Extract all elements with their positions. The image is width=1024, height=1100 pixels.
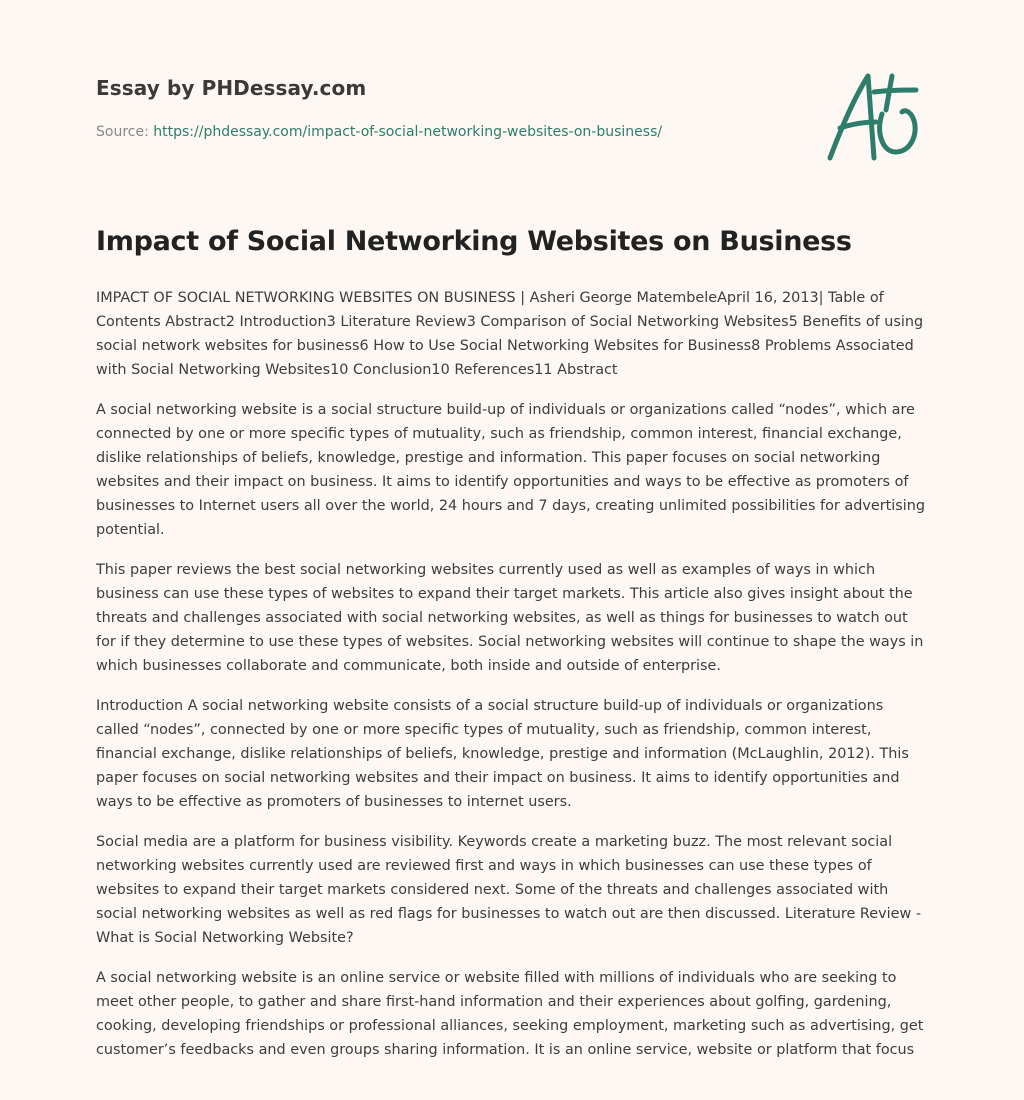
essay-body: [96, 286, 928, 1078]
source-link[interactable]: https://phdessay.com/impact-of-social-networking-websites-on-business/: [153, 124, 663, 140]
essay-title: Impact of Social Networking Websites on Business: [96, 226, 852, 257]
source-label: Source:: [96, 124, 154, 140]
a-plus-logo-icon: [820, 66, 930, 166]
paragraph: Social media are a platform for business visibility. Keywords create a marketing buzz. The most relevant social networking websites currently used are reviewed first and ways in which businesses can use these types of websites to expand their target markets considered next. Some of the threats and challenges associated with social networking websites as well as red flags for businesses to watch out are then discussed. Literature Review - What is Social Networking Website?: [96, 834, 922, 946]
paragraph: Introduction A social networking website consists of a social structure build-up of individuals or organizations called “nodes”, connected by one or more specific types of mutuality, such as friendship, common interest, financial exchange, dislike relationships of beliefs, knowledge, prestige and information (McLaughlin, 2012). This paper focuses on social networking websites and their impact on business. It aims to identify opportunities and ways to be effective as promoters of businesses to internet users.: [96, 698, 909, 810]
paragraph: IMPACT OF SOCIAL NETWORKING WEBSITES ON BUSINESS | Asheri George MatembeleApril 16, 2013| Table of Contents Abstract2 Introduction3 Literature Review3 Comparison of Social Networking Websites5 Benefits of using social network websites for business6 How to Use Social Networking Websites for Business8 Problems Associated with Social Networking Websites10 Conclusion10 References11 Abstract: [96, 290, 924, 378]
source-line: [96, 124, 662, 140]
paragraph: This paper reviews the best social networking websites currently used as well as examples of ways in which business can use these types of websites to expand their target markets. This article also gives insight about the threats and challenges associated with social networking websites, as well as things for businesses to watch out for if they determine to use these types of websites. Social networking websites will continue to shape the ways in which businesses collaborate and communicate, both inside and outside of enterprise.: [96, 562, 924, 674]
paragraph: A social networking website is an online service or website filled with millions of individuals who are seeking to meet other people, to gather and share first-hand information and their experiences about golfing, gardening, cooking, developing friendships or professional alliances, seeking employment, marketing such as advertising, get customer’s feedbacks and even groups sharing information. It is an online service, website or platform that focus: [96, 970, 924, 1058]
paragraph: A social networking website is a social structure build-up of individuals or organizations called “nodes”, which are connected by one or more specific types of mutuality, such as friendship, common interest, financial exchange, dislike relationships of beliefs, knowledge, prestige and information. This paper focuses on social networking websites and their impact on business. It aims to identify opportunities and ways to be effective as promoters of businesses to Internet users all over the world, 24 hours and 7 days, creating unlimited possibilities for advertising potential.: [96, 402, 926, 538]
brand-title: Essay by PHDessay.com: [96, 76, 367, 100]
